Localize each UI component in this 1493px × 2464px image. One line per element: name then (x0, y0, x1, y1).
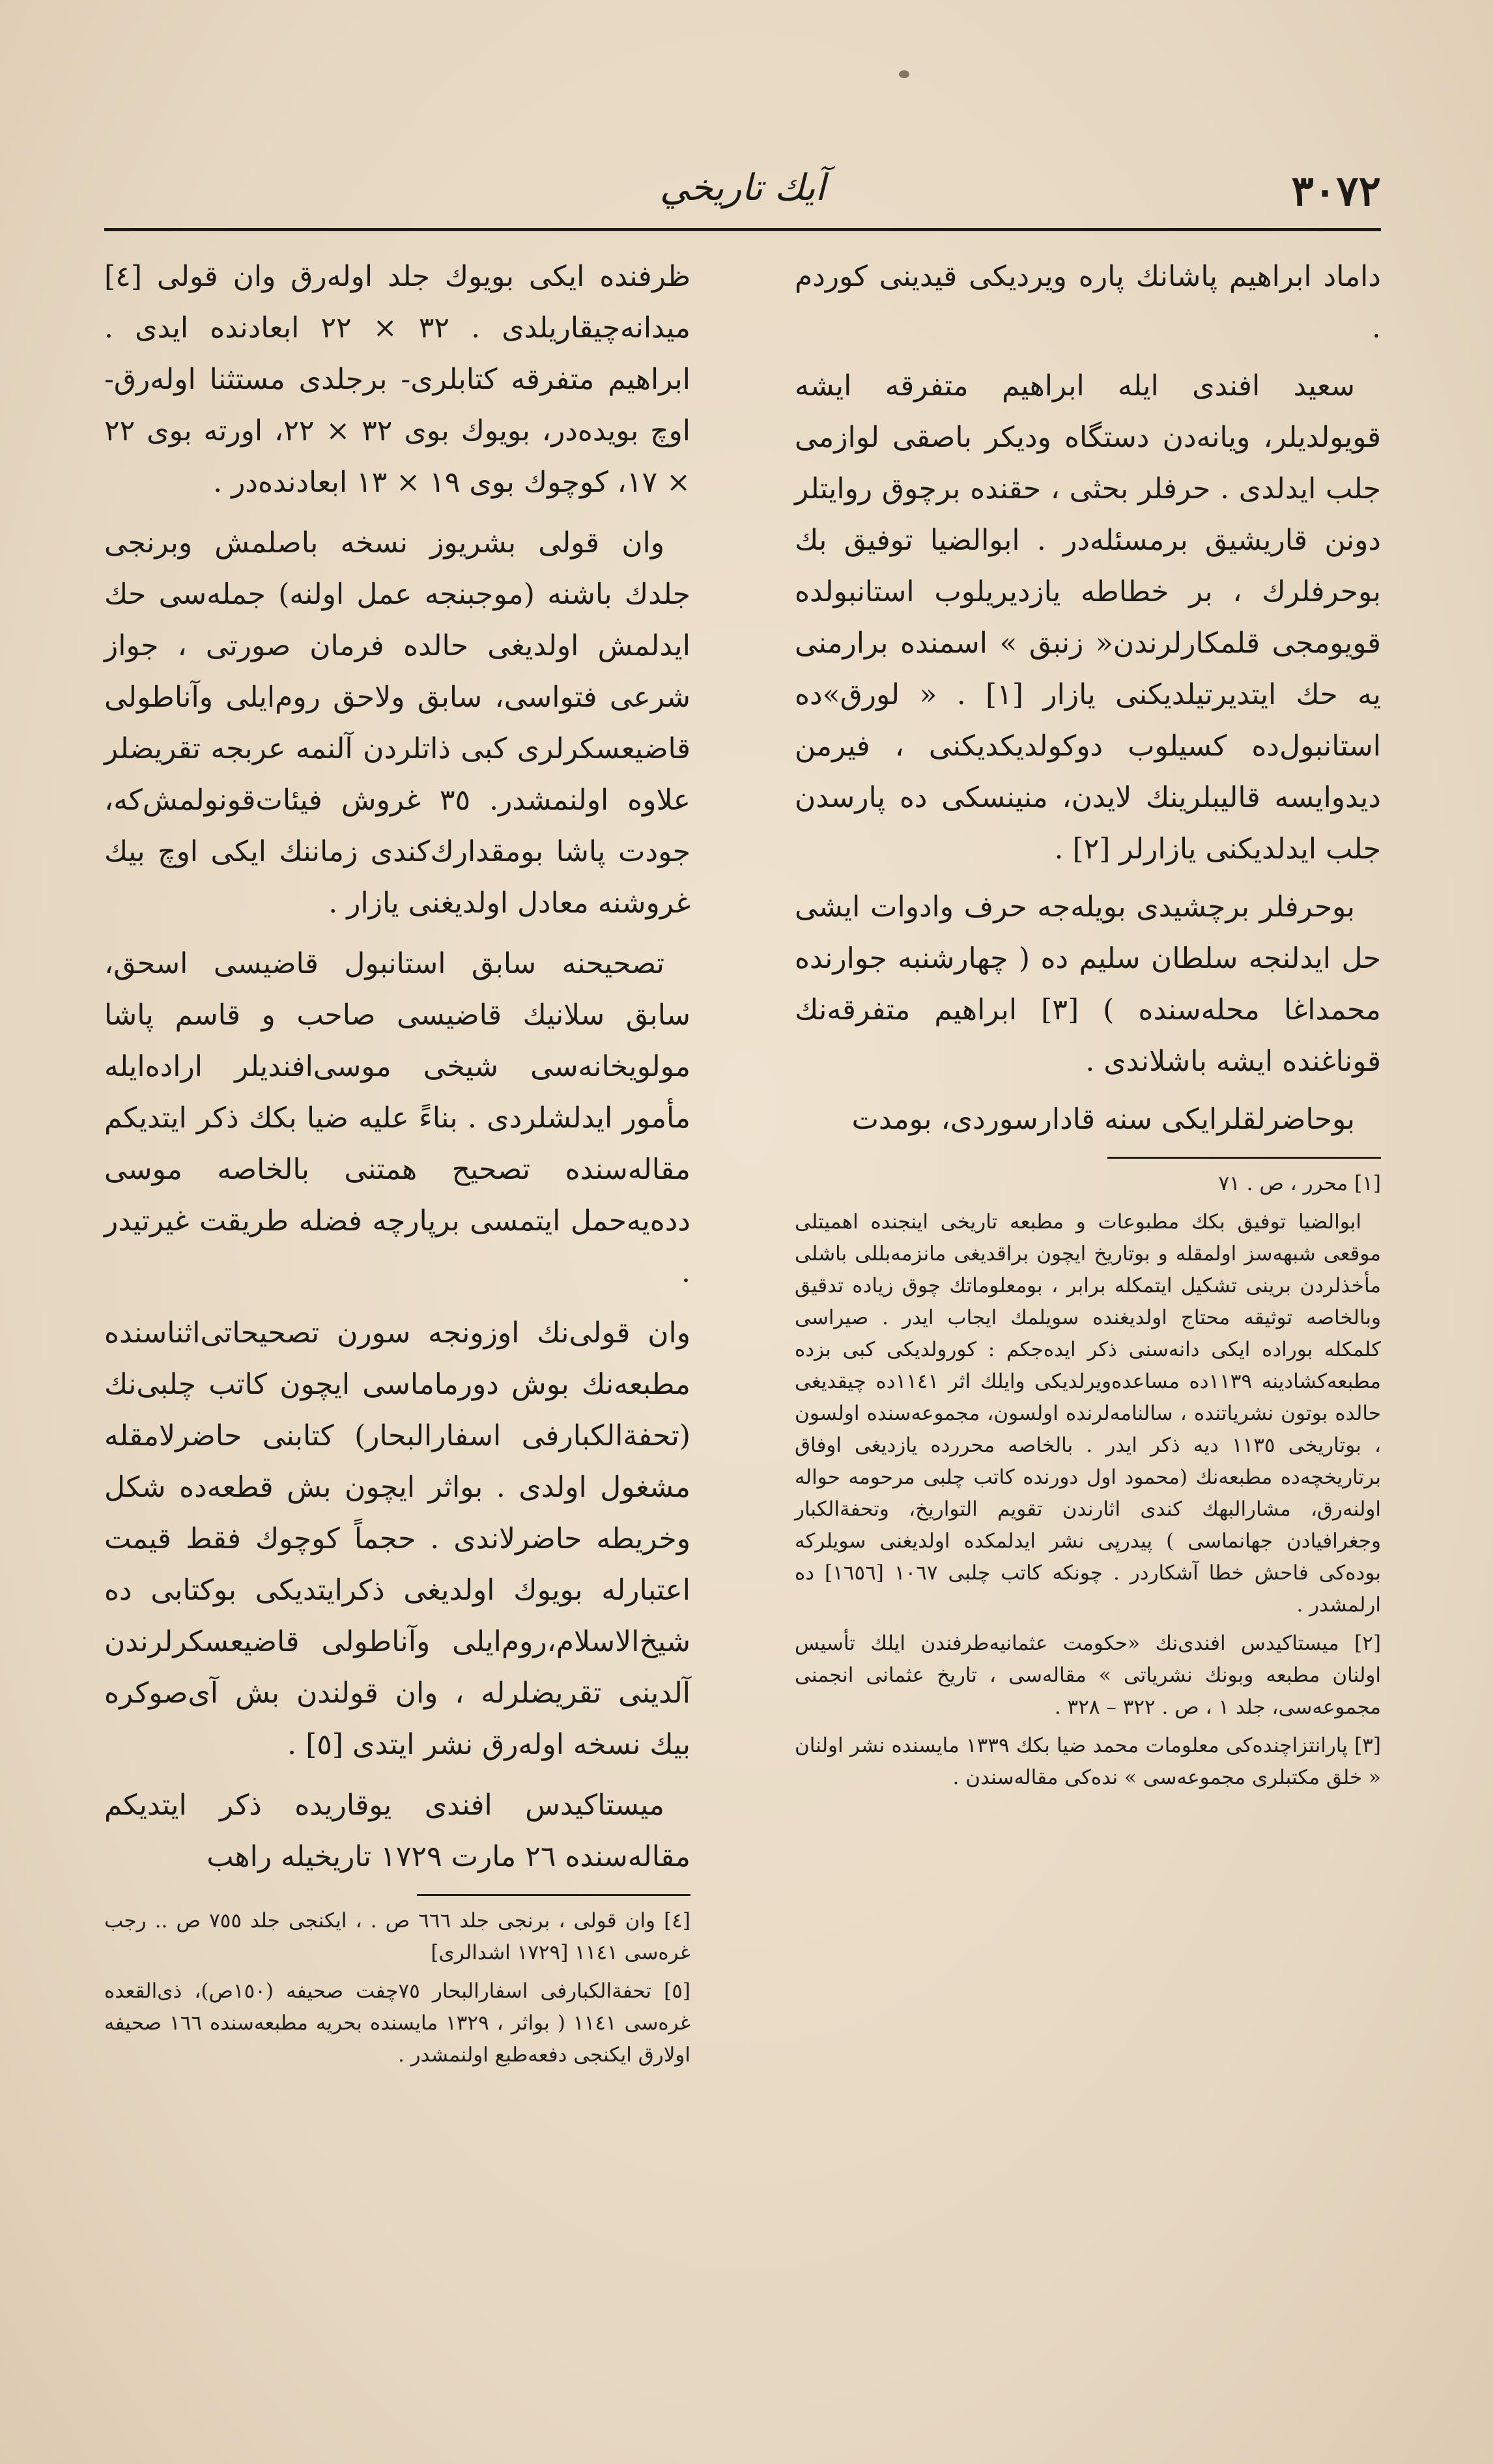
paragraph: بوحرفلر برچشيدى بويله‌جه حرف وادوات ايشى حل ايدلنجه سلطان سليم ده ( چهارشنبه جوارنده محمداغا محله‌سنده ) [٣] ابراهيم متفرقه‌نك قوناغنده ايشه باشلاندى . (795, 890, 1381, 1078)
paragraph: تصحيحنه سابق استانبول قاضيسى اسحق، سابق سلانيك قاضيسى صاحب و قاسم پاشا مولويخانه‌سى شيخى موسى‌افنديلر اراده‌ايله مأمور ايدلشلردى . بناءً عليه ضيا بكك ذكر ايتديكم مقاله‌سنده تصحيح همتنى بالخاصه موسى دده‌يه‌حمل ايتمسى برپارچه فضله طريقت غيرتيدر . (104, 947, 690, 1289)
right-column (795, 251, 1381, 1800)
ink-fleck (899, 70, 909, 78)
paragraph: ظرفنده ايكى بويوك جلد اوله‌رق وان قولى [٤] ميدانه‌چيقاريلدى . ٣٢ × ٢٢ ابعادنده ايدى . ابراهيم متفرقه كتابلرى- برجلدى مستثنا اوله‌رق- اوچ بويده‌در، بويوك بوى ٣٢ × ٢٢، اورته بوى ٢٢ × ١٧، كوچوك بوى ١٩ × ١٣ ابعادنده‌در . (104, 260, 690, 499)
page-header (104, 163, 1381, 221)
paragraph: وان قولى بشريوز نسخه باصلمش وبرنجى جلدك باشنه (موجبنجه عمل اولنه) جمله‌سى حك ايدلمش اولديغى حالده فرمان صورتى ، جواز شرعى فتواسى، سابق ولاحق روم‌ايلى وآناطولى قاضيعسكرلرى كبى ذاتلردن آلنمه عربجه تقريضلر علاوه اولنمشدر. ٣٥ غروش فيئات‌قونولمش‌كه، جودت پاشا بومقدارك‌كندى زماننك ايكى اوچ بيك غروشنه معادل اولديغنى يازار . (104, 526, 690, 920)
footnote: [٤] وان قولى ، برنجى جلد ٦٦٦ ص . ، ايكنجى جلد ٧٥٥ ص .. رجب غره‌سى ١١٤١ [١٧٢٩ اشدالرى] (104, 1909, 690, 1964)
paragraph: داماد ابراهيم پاشانك پاره ويرديكى قيدينى كوردم . (795, 260, 1381, 345)
footnote: [٥] تحفةالكبارفى اسفارالبحار ٧٥چفت صحيفه (١٥٠ص)، ذى‌القعده غره‌سى ١١٤١ ( بواثر ، ١٣٢٩ مايسنده بحريه مطبعه‌سنده ١٦٦ صحيفه اولارق ايكنجى دفعه‌طبع اولنمشدر . (104, 1979, 690, 2067)
paragraph: وان قولى‌نك اوزونجه سورن تصحيحاتى‌اثناسنده مطبعه‌نك بوش دورماماسى ايچون كاتب چلبى‌نك (تحفةالكبارفى اسفارالبحار) كتابنى حاضرلامقله مشغول اولدى . بواثر ايچون بش قطعه‌ده شكل وخريطه حاضرلاندى . حجماً كوچوك فقط قيمت اعتبارله بويوك اولديغى ذكرايتديكى بوكتابى ده شيخ‌الاسلام،روم‌ايلى وآناطولى قاضيعسكرلرندن آلدينى تقريضلرله ، وان قولندن بش آى‌صوكره بيك نسخه اوله‌رق نشر ايتدى [٥] . (104, 1316, 690, 1761)
running-title: آيك تاريخي (659, 167, 826, 209)
footnote: [٢] ميستاكيدس افندى‌نك «حكومت عثمانيه‌طرفندن ايلك تأسيس اولنان مطبعه وبونك نشرياتى » مقاله‌سى ، تاريخ عثمانى انجمنى مجموعه‌سى، جلد ١ ، ص . ٣٢٢ – ٣٢٨ . (795, 1632, 1381, 1719)
paragraph: سعيد افندى ايله ابراهيم متفرقه ايشه قويولديلر، ويانه‌دن دستگاه وديكر باصقى لوازمى جلب ايدلدى . حرفلر بحثى ، حقنده برچوق روايتلر دونن قاريشيق برمسئله‌در . ابوالضيا توفيق بك بوحرفلرك ، بر خطاطه يازديريلوب استانبولده قويومجى قلمكارلرندن« زنبق » اسمنده برارمنى يه حك ايتديرتيلديكنى يازار [١] . « لورق»‌ده استانبول‌ده كسيلوب دوكولديكديكنى ، فيرمن ديدوايسه قاليبلرينك لايدن، منينسكى ده پارسدن جلب ايدلديكنى يازارلر [٢] . (795, 369, 1381, 866)
footnote-rule (1107, 1157, 1381, 1159)
footnote: [٣] پارانتزاچنده‌كى معلومات محمد ضيا بكك ١٣٣٩ مايسنده نشر اولنان « خلق مكتبلرى مجموعه‌سى » نده‌كى مقاله‌سندن . (795, 1734, 1381, 1789)
left-column (104, 251, 690, 2078)
header-rule (104, 228, 1381, 231)
page-number: ٣٠٧٢ (1291, 167, 1381, 216)
footnote-rule (417, 1894, 690, 1896)
footnote: ابوالضيا توفيق بكك مطبوعات و مطبعه تاريخى اينجنده اهميتلى موقعى شبهه‌سز اولمقله و بوتاريخ ايچون براقديغى مانزمه‌بللى باشلى مأخذلردن برينى تشكيل ايتمكله برابر ، بومعلوماتك چوق زياده تدقيق وبالخاصه توثيقه محتاج اولديغنده سويلمك ايجاب ايدر . صيراسى كلمكله بوراده ايكى دانه‌سنى ذكر ايده‌جكم : كورولديكى كبى بزده مطبعه‌كشادينه ١١٣٩ده مساعده‌ويرلديكى وايلك اثر ١١٤١ده چيقديغى حالده بوتون نشرياتنده ، سالنامه‌لرنده اولسون، مجموعه‌سنده اولسون ، بوتاريخى ١١٣٥ ديه ذكر ايدر . بالخاصه محررده يازديغى اوفاق برتاريخچه‌ده مطبعه‌نك (محمود اول دورنده كاتب چلبى مرحومه حواله اولنه‌رق، مشارالبهك كندى اثارندن تقويم التواريخ، وتحفةالكبار وجغرافيادن جهانماسى ) پيدرپى نشر ايدلمكده اولديغنى سويلركه بوده‌كى فاحش خطا آشكاردر . چونكه كاتب چلبى ١٠٦٧ [١٦٥٦] ده ارلمشدر . (795, 1210, 1382, 1617)
footnote: [١] محرر ، ص . ٧١ (1218, 1172, 1381, 1195)
paragraph: بوحاضرلقلرايكى سنه قادارسوردى، بومدت (851, 1103, 1355, 1136)
paragraph: ميستاكيدس افندى يوقاريده ذكر ايتديكم مقاله‌سنده ٢٦ مارت ١٧٢٩ تاريخيله راهب (104, 1789, 690, 1873)
